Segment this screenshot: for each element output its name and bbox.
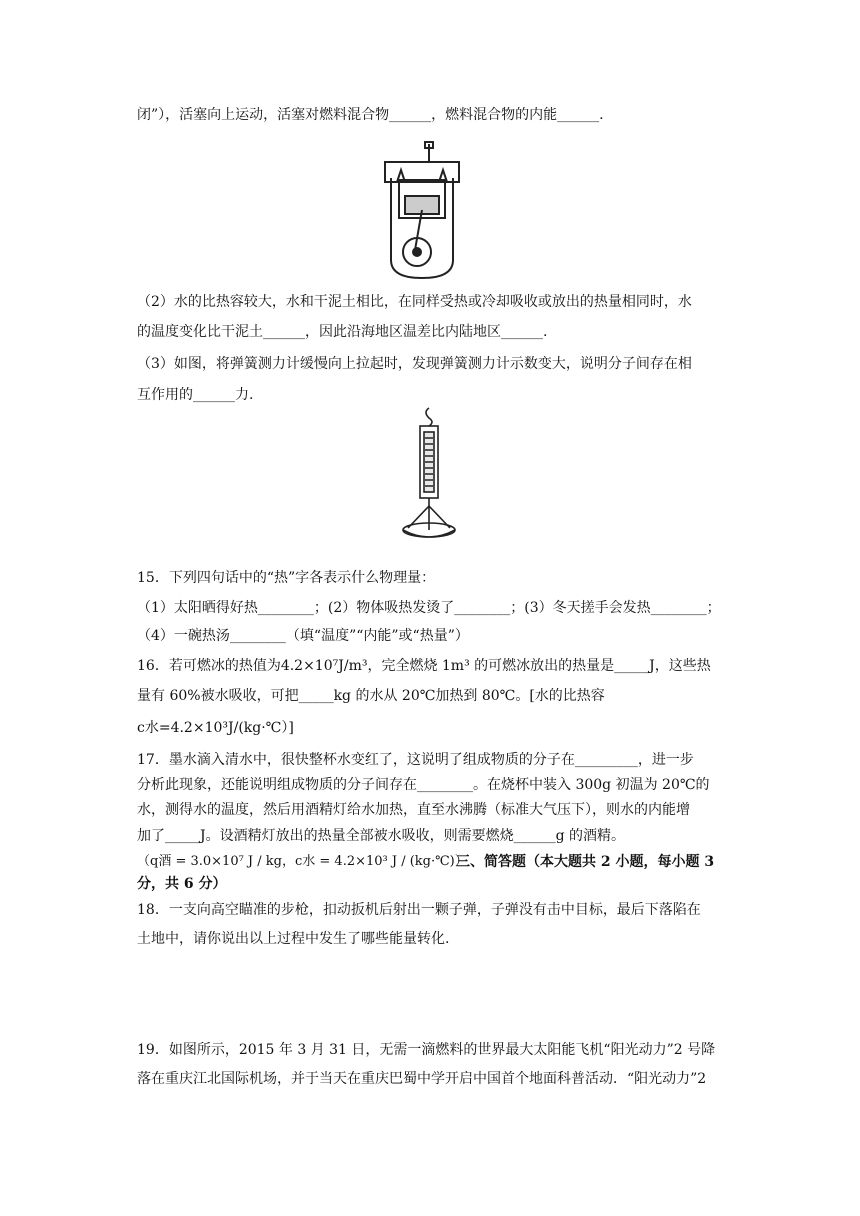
text-line: 加了_____J。设酒精灯放出的热量全部被水吸收，则需要燃烧______g 的酒精。	[137, 828, 626, 844]
text-line: （3）如图，将弹簧测力计缓慢向上拉起时，发现弹簧测力计示数变大，说明分子间存在相	[137, 356, 692, 372]
text-line: 土地中，请你说出以上过程中发生了哪些能量转化.	[137, 931, 450, 947]
text-line: 互作用的______力.	[137, 387, 254, 403]
section-heading: 分，共 6 分）	[137, 876, 227, 892]
text-line: （4）一碗热汤________（填“温度”“内能”或“热量”）	[137, 628, 469, 644]
text-line: 的温度变化比干泥土______，因此沿海地区温差比内陆地区______.	[137, 324, 548, 340]
formula-line: c水=4.2×10³J/(kg·℃）]	[137, 720, 294, 736]
text-line: 落在重庆江北国际机场，并于当天在重庆巴蜀中学开启中国首个地面科普活动．“阳光动力”2	[137, 1071, 707, 1087]
text-line: （1）太阳晒得好热________；(2）物体吸热发烫了________；(3）冬天搓手会发热________；	[137, 600, 721, 616]
text-line: 水，测得水的温度，然后用酒精灯给水加热，直至水沸腾（标准大气压下），则水的内能增	[137, 802, 690, 818]
text-line: 19．如图所示，2015 年 3 月 31 日，无需一滴燃料的世界最大太阳能飞机“阳光动力”2 号降	[137, 1042, 716, 1058]
text-line: 分析此现象，还能说明组成物质的分子间存在________。在烧杯中装入 300g 初温为 20℃的	[137, 777, 710, 793]
text-line: 15．下列四句话中的“热”字各表示什么物理量：	[137, 570, 436, 586]
spring-scale-diagram	[398, 406, 460, 540]
text-line: 闭”），活塞向上运动，活塞对燃料混合物______，燃料混合物的内能______.	[137, 107, 604, 123]
text-line: 18．一支向高空瞄准的步枪，扣动扳机后射出一颗子弹，子弹没有击中目标，最后下落陷在	[137, 902, 701, 918]
text-line: 量有 60%被水吸收，可把_____kg 的水从 20℃加热到 80℃。[水的比热容	[137, 688, 605, 704]
text-line: （2）水的比热容较大，水和干泥土相比，在同样受热或冷却吸收或放出的热量相同时，水	[137, 294, 692, 310]
formula-line: （q酒 = 3.0×10⁷ J / kg，c水 = 4.2×10³ J / (kg·℃)）	[137, 854, 468, 869]
text-line: 16．若可燃冰的热值为4.2×10⁷J/m³，完全燃烧 1m³ 的可燃冰放出的热量是_____J，这些热	[137, 658, 711, 674]
section-heading: 三、简答题（本大题共 2 小题，每小题 3	[456, 854, 715, 870]
engine-diagram	[377, 140, 467, 282]
text-line: 17．墨水滴入清水中，很快整杯水变红了，这说明了组成物质的分子在_________，进一步	[137, 752, 694, 768]
